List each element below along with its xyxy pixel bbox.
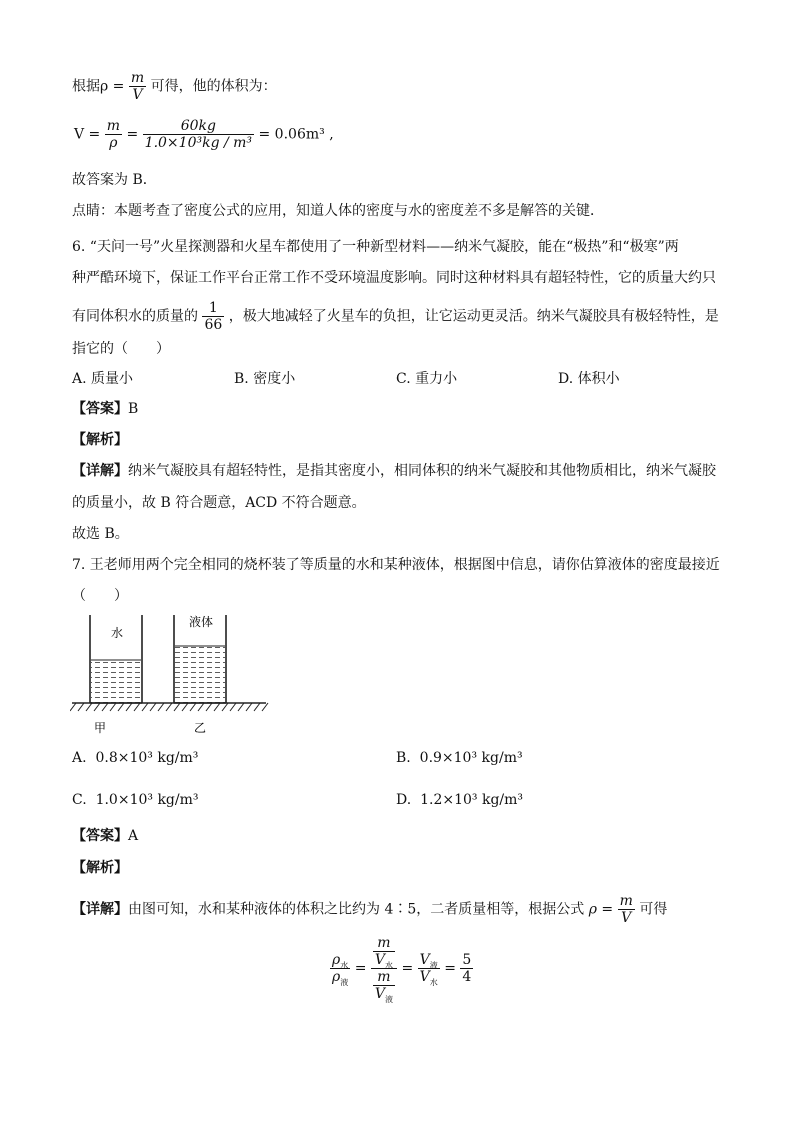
q7-analysis-label: 【解析】	[72, 860, 128, 876]
option-value: 0.8×10³ kg/m³	[95, 750, 199, 766]
q6-line-4: 指它的（ ）	[72, 341, 170, 357]
text: ρ =	[588, 901, 614, 918]
q7-option-c	[72, 790, 199, 810]
detail-label: 【详解】	[72, 901, 128, 918]
fraction	[129, 70, 146, 103]
q7-answer	[72, 826, 138, 846]
q7-line-1: 7. 王老师用两个完全相同的烧杯装了等质量的水和某种液体，根据图中信息，请你估算液体的密度最接近	[72, 557, 720, 573]
option-letter: A.	[72, 750, 87, 766]
numerator: m	[373, 935, 395, 952]
symbol: V	[419, 952, 430, 968]
denominator: 66	[204, 317, 223, 333]
option-value: 1.2×10³ kg/m³	[420, 792, 524, 808]
ratio-rho	[330, 952, 350, 985]
answer-label: 【答案】	[72, 401, 128, 417]
text: 纳米气凝胶具有超轻特性，是指其密度小，相同体积的纳米气凝胶和其他物质相比，纳米气凝胶	[128, 463, 716, 479]
other-liquid	[175, 646, 225, 703]
q6-option-b: B. 密度小	[234, 371, 296, 387]
q6-line-1: 6. “天问一号”火星探测器和火星车都使用了一种新型材料——纳米气凝胶，能在“极热”和“极寒”两	[72, 239, 679, 255]
numerator: 1	[202, 300, 224, 317]
ratio-volume	[418, 952, 440, 985]
text: 可得，他的体积为：	[150, 78, 277, 95]
option-letter: B.	[396, 750, 411, 766]
option-value: 1.0×10³ kg/m³	[95, 792, 199, 808]
subscript: 液	[429, 960, 438, 970]
q6-detail-line-2: 的质量小，故 B 符合题意，ACD 不符合题意。	[72, 495, 366, 511]
text: 由图可知，水和某种液体的体积之比约为 4∶5，二者质量相等，根据公式	[128, 901, 585, 918]
q6-option-c: C. 重力小	[396, 371, 458, 387]
q6-answer	[72, 399, 138, 419]
answer-value: B	[128, 401, 139, 417]
symbol: V	[374, 986, 385, 1002]
numerator	[371, 935, 397, 969]
numerator: 60kg	[143, 118, 254, 135]
volume-formula	[74, 118, 334, 151]
label-jia: 甲	[94, 721, 107, 735]
prev-note: 点睛：本题考查了密度公式的应用，知道人体的密度与水的密度差不多是解答的关键．	[72, 203, 604, 219]
symbol: V	[374, 952, 385, 968]
text: =	[126, 126, 139, 143]
inner-fraction	[373, 969, 395, 1002]
prev-answer: 故答案为 B．	[72, 172, 157, 188]
symbol: ρ	[332, 952, 341, 968]
denominator	[373, 952, 395, 968]
q6-analysis-label: 【解析】	[72, 432, 128, 448]
q6-option-a: A. 质量小	[72, 371, 134, 387]
q6-option-d: D. 体积小	[558, 371, 620, 387]
label-water: 水	[110, 626, 124, 640]
numerator: m	[373, 969, 395, 986]
text: ，极大地减轻了火星车的负担，让它运动更灵活。纳米气凝胶具有极轻特性，是	[228, 308, 719, 325]
denominator	[371, 969, 397, 1002]
inner-fraction	[373, 935, 395, 968]
fraction	[618, 893, 635, 926]
q6-line-2: 种严酷环境下，保证工作平台正常工作不受环境温度影响。同时这种材料具有超轻特性，它的质量大约只	[72, 270, 716, 286]
numerator: m	[106, 118, 121, 134]
subscript: 水	[429, 977, 438, 987]
text: 有同体积水的质量的	[72, 308, 198, 325]
numerator: m	[130, 70, 145, 86]
q6-line-3	[72, 300, 719, 333]
subscript: 液	[385, 994, 393, 1004]
beakers-figure	[70, 610, 270, 740]
fraction	[143, 118, 254, 151]
label-liquid: 液体	[188, 615, 214, 629]
density-ratio-equation: $\frac{\rho_水}{\rho_液}$ = $\frac{\frac{m}{V_水}}{\frac{m}{V_液}}$ = $\frac{V_液}{V_水}$ = $\frac{5}{4}$	[332, 935, 472, 1004]
q7-option-d	[396, 790, 523, 810]
denominator: 1.0×10³kg / m³	[144, 135, 253, 151]
denominator: V	[132, 87, 143, 103]
subscript: 液	[340, 977, 349, 987]
fraction	[105, 118, 122, 151]
option-value: 0.9×10³ kg/m³	[419, 750, 523, 766]
symbol: ρ	[332, 969, 341, 985]
option-letter: C.	[72, 792, 87, 808]
water-liquid	[91, 660, 141, 703]
fraction	[202, 300, 224, 333]
q6-detail-line-1	[72, 461, 716, 481]
q7-option-b	[396, 748, 523, 768]
symbol: V	[419, 969, 430, 985]
ground	[70, 703, 268, 711]
denominator: V	[621, 910, 632, 926]
numerator: 5	[462, 952, 472, 968]
denominator: 4	[462, 969, 472, 985]
answer-label: 【答案】	[72, 828, 128, 844]
text: V =	[74, 126, 101, 143]
q6-conclusion: 故选 B。	[72, 526, 129, 542]
detail-label: 【详解】	[72, 463, 128, 479]
q7-detail-line-1	[72, 893, 667, 926]
q7-line-2: （ ）	[72, 588, 128, 604]
text: = 0.06m³ ,	[258, 126, 334, 143]
denominator	[418, 969, 440, 985]
ratio-number	[460, 952, 473, 985]
ratio-complex	[371, 935, 397, 1002]
formula-line-rho	[72, 70, 277, 103]
text: 根据ρ =	[72, 78, 125, 95]
q7-option-a	[72, 748, 198, 768]
numerator	[418, 952, 440, 969]
subscript: 水	[385, 960, 393, 970]
label-yi: 乙	[194, 721, 207, 735]
option-letter: D.	[396, 792, 412, 808]
denominator: ρ	[109, 135, 118, 151]
subscript: 水	[340, 960, 349, 970]
text: 可得	[639, 901, 668, 918]
beaker-water	[90, 615, 142, 703]
denominator	[330, 969, 350, 985]
beaker-liquid	[174, 614, 226, 703]
answer-value: A	[128, 828, 139, 844]
numerator	[330, 952, 350, 969]
denominator	[373, 986, 395, 1002]
numerator: m	[619, 893, 633, 909]
